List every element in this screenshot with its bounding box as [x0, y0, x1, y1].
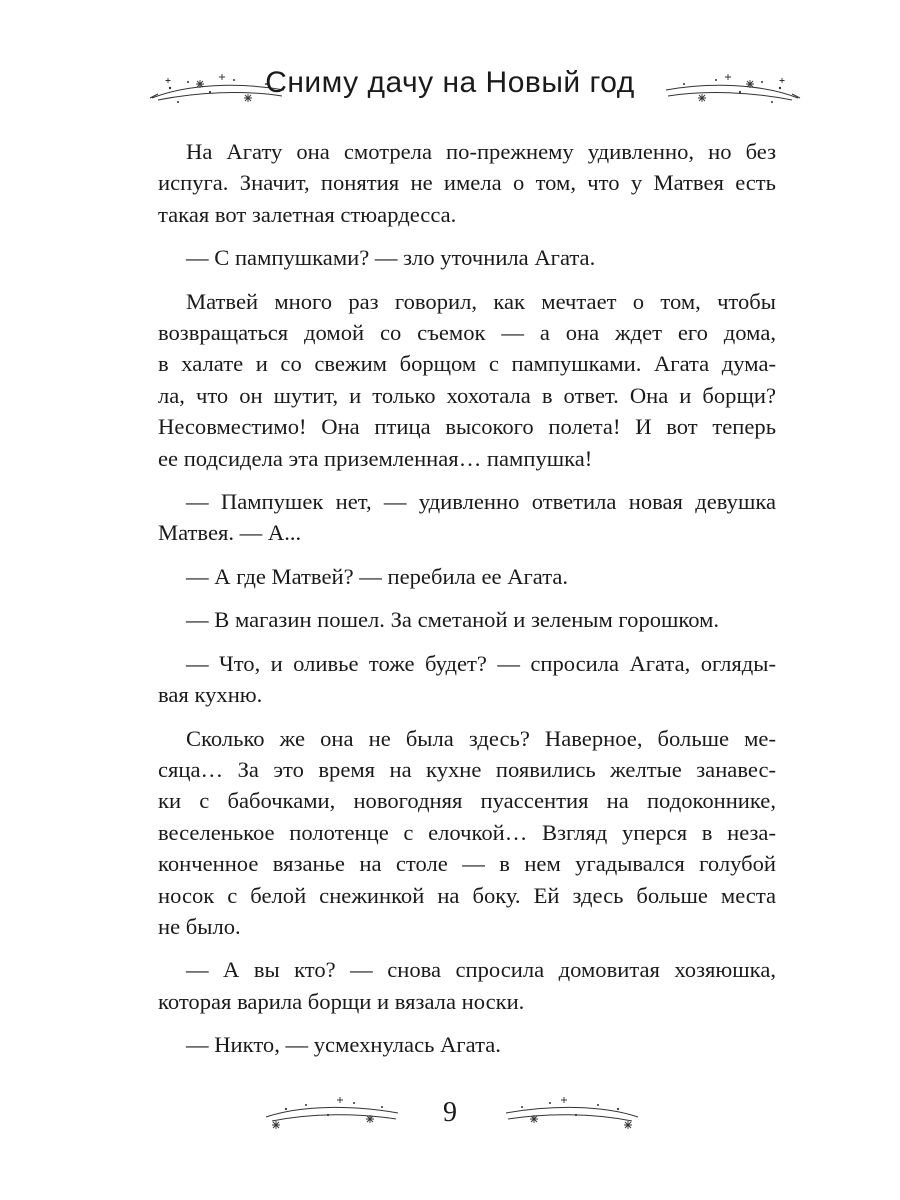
text-line: в халате и со свежим борщом с пампушками. Агата дума- [158, 351, 776, 377]
paragraph [158, 286, 776, 474]
paragraph [158, 954, 776, 1017]
text-line: ла, что он шутит, и только хохотала в ответ. Она и борщи? [158, 382, 776, 408]
snowflake-flourish-ornament-icon [662, 68, 802, 108]
text-line: конченное вязанье на столе — в нем угадывался голубой [158, 851, 776, 877]
paragraph [158, 604, 776, 635]
body-text [158, 136, 776, 1073]
text-line: Сколько же она не была здесь? Наверное, больше ме- [186, 725, 776, 751]
paragraph [158, 136, 776, 230]
text-line: веселенькое полотенце с елочкой… Взгляд уперся в неза- [158, 819, 776, 845]
text-line: Матвея. — А... [158, 520, 302, 546]
text-line: не было. [158, 913, 241, 939]
text-line: носок с белой снежинкой на боку. Ей здесь больше места [158, 882, 776, 908]
text-line: — В магазин пошел. За сметаной и зеленым горошком. [186, 607, 720, 633]
running-header [0, 58, 900, 118]
page-footer [0, 1095, 900, 1135]
text-line: На Агату она смотрела по-прежнему удивленно, но без [186, 139, 776, 164]
paragraph [158, 723, 776, 943]
text-line: — Никто, — усмехнулась Агата. [186, 1032, 501, 1058]
paragraph [158, 561, 776, 592]
text-line: которая варила борщи и вязала носки. [158, 988, 525, 1014]
text-line: — А где Матвей? — перебила ее Агата. [186, 563, 569, 589]
paragraph [158, 648, 776, 711]
text-line: такая вот залетная стюардесса. [158, 201, 457, 227]
paragraph [158, 486, 776, 549]
text-line: сяца… За это время на кухне появились желтые занавес- [158, 756, 776, 782]
text-line: — Что, и оливье тоже будет? — спросила Агата, огляды- [186, 650, 776, 676]
page-number: 9 [443, 1097, 457, 1128]
text-line: ее подсидела эта приземленная… пампушка! [158, 445, 593, 471]
text-line: — Пампушек нет, — удивленно ответила новая девушка [186, 489, 776, 515]
text-line: — С пампушками? — зло уточнила Агата. [186, 245, 596, 271]
running-header-title: Сниму дачу на Новый год [265, 66, 635, 99]
paragraph [158, 242, 776, 273]
text-line: Несовместимо! Она птица высокого полета! И вот теперь [158, 414, 776, 440]
text-line: вая кухню. [158, 682, 263, 708]
snowflake-flourish-ornament-icon [502, 1095, 642, 1135]
text-line: возвращаться домой со съемок — а она ждет его дома, [158, 320, 776, 346]
paragraph [158, 1029, 776, 1060]
text-line: — А вы кто? — снова спросила домовитая хозяюшка, [186, 957, 776, 983]
text-line: испуга. Значит, понятия не имела о том, что у Матвея есть [158, 170, 776, 196]
text-line: ки с бабочками, новогодняя пуассентия на подоконнике, [158, 788, 776, 814]
text-line: Матвей много раз говорил, как мечтает о том, чтобы [186, 288, 776, 314]
